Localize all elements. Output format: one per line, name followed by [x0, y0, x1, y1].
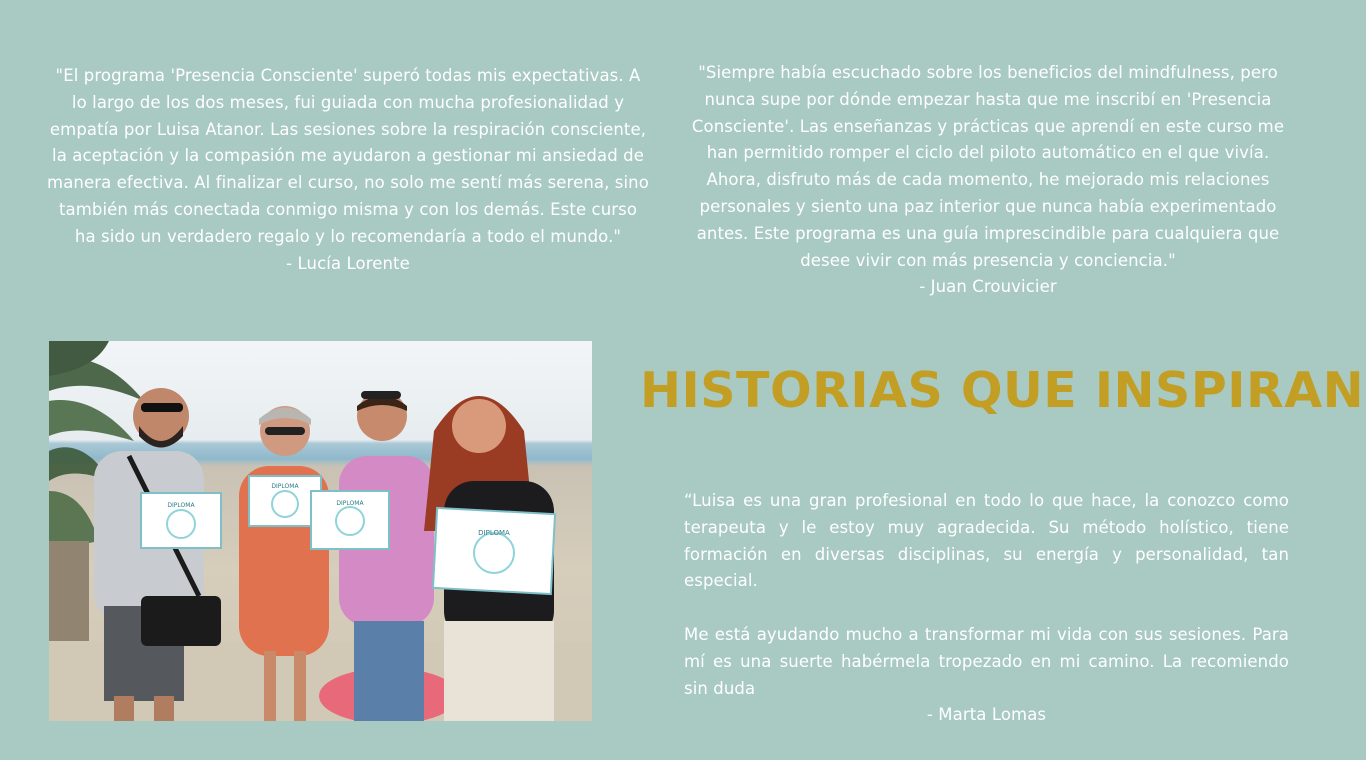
bottom-strip	[0, 760, 1366, 768]
testimonial-author: - Marta Lomas	[926, 705, 1047, 725]
group-photo	[49, 341, 592, 721]
testimonial-author: - Juan Crouvicier	[919, 277, 1057, 297]
diploma-label: DIPLOMA	[271, 483, 299, 490]
paragraph-spacer	[684, 595, 1289, 622]
diploma	[311, 491, 389, 549]
testimonial-quote: "El programa 'Presencia Consciente' superó todas mis expectativas. A lo largo de los dos meses, fui guiada con mucha profesionalidad y empatía por Luisa Atanor. Las sesiones sobre la respiración consciente, la aceptación y la compasión me ayudaron a gestionar mi ansiedad de manera efectiva. Al finalizar el curso, no solo me sentí más serena, sino también más conectada conmigo misma y con los demás. Este curso ha sido un verdadero regalo y lo recomendaría a todo el mundo."	[47, 66, 649, 246]
diploma	[141, 493, 221, 548]
testimonial-juan	[686, 60, 1290, 301]
diploma-label: DIPLOMA	[167, 502, 195, 509]
diploma	[433, 508, 555, 594]
testimonial-lucia	[46, 63, 650, 277]
testimonial-paragraph: “Luisa es una gran profesional en todo lo que hace, la conozco como terapeuta y le estoy muy agradecida. Su método holístico, tiene formación en diversas disciplinas, su energía y personalidad, tan especial.	[684, 491, 1289, 591]
page-title: HISTORIAS QUE INSPIRAN	[640, 362, 1365, 419]
testimonial-author: - Lucía Lorente	[286, 253, 410, 273]
testimonial-quote: "Siempre había escuchado sobre los beneficios del mindfulness, pero nunca supe por dónde empezar hasta que me inscribí en 'Presencia Consciente'. Las enseñanzas y prácticas que aprendí en este curso me han permitido romper el ciclo del piloto automático en el que vivía. Ahora, disfruto más de cada momento, he mejorado mis relaciones personales y siento una paz interior que nunca había experimentado antes. Este programa es una guía imprescindible para cualquiera que desee vivir con más presencia y conciencia."	[691, 63, 1285, 270]
testimonial-paragraph: Me está ayudando mucho a transformar mi vida con sus sesiones. Para mí es una suerte habérmela tropezado en mi camino. La recomiendo sin duda	[684, 624, 1289, 698]
testimonial-marta	[684, 488, 1289, 729]
diploma-label: DIPLOMA	[478, 529, 510, 537]
diploma-label: DIPLOMA	[336, 500, 364, 507]
